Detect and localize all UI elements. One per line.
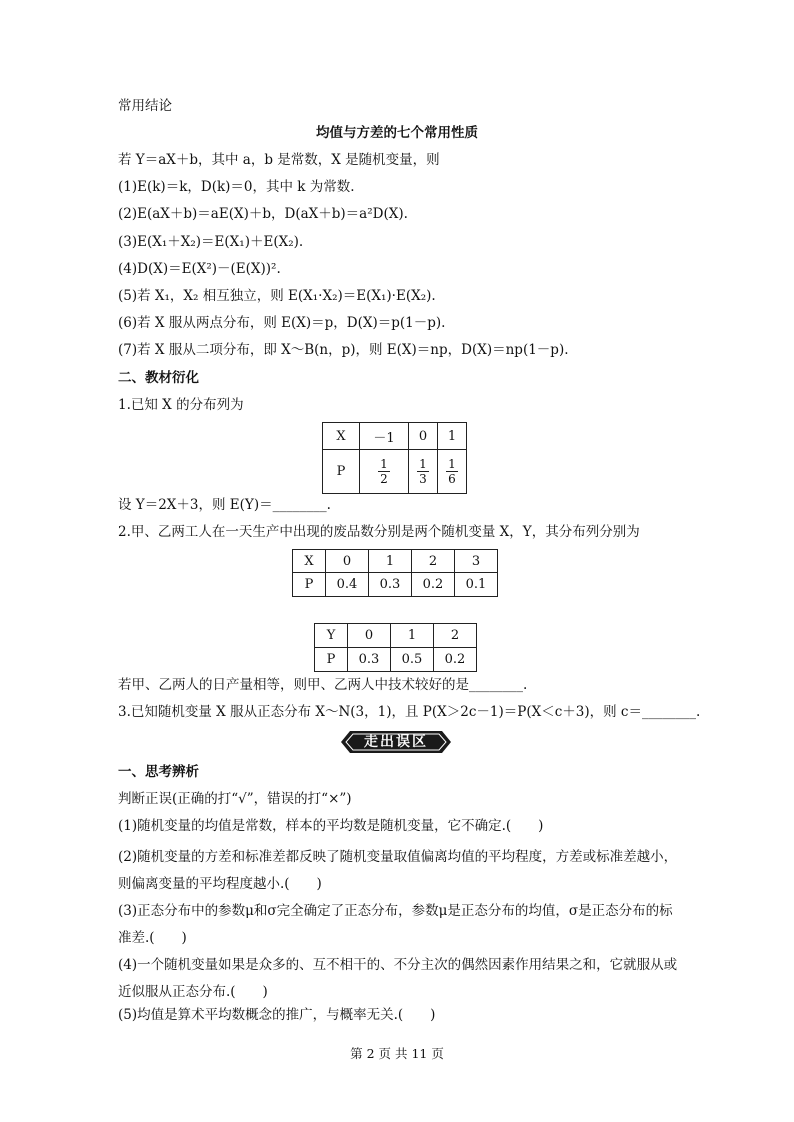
- judge-intro: 判断正误(正确的打“√”，错误的打“×”): [118, 791, 352, 807]
- property-4: (4)D(X)＝E(X²)－(E(X))².: [118, 261, 281, 277]
- table-cell: 0.2: [434, 648, 477, 672]
- intro-text: 若 Y＝aX＋b，其中 a，b 是常数，X 是随机变量，则: [118, 152, 440, 168]
- table-cell: 3: [455, 550, 498, 573]
- property-6: (6)若 X 服从两点分布，则 E(X)＝p，D(X)＝p(1－p).: [118, 315, 446, 331]
- table-cell: 2: [412, 550, 455, 573]
- table-cell: 0.3: [369, 573, 412, 597]
- section-label: 常用结论: [118, 98, 172, 114]
- table-cell: 0: [409, 423, 438, 450]
- property-5: (5)若 X₁，X₂ 相互独立，则 E(X₁·X₂)＝E(X₁)·E(X₂).: [118, 288, 436, 304]
- table-cell: －1: [360, 423, 409, 450]
- q2-ask: 若甲、乙两人的日产量相等，则甲、乙两人中技术较好的是________.: [118, 677, 528, 693]
- table-cell: [360, 450, 409, 494]
- table-cell: 1: [369, 550, 412, 573]
- table-cell: X: [323, 423, 360, 450]
- table-cell: 0: [348, 624, 391, 648]
- q2-stem: 2.甲、乙两工人在一天生产中出现的废品数分别是两个随机变量 X，Y，其分布列分别为: [118, 524, 640, 540]
- q1-stem: 1.已知 X 的分布列为: [118, 397, 244, 413]
- q1-ask: 设 Y＝2X＋3，则 E(Y)＝________.: [118, 497, 331, 513]
- property-1: (1)E(k)＝k，D(k)＝0，其中 k 为常数.: [118, 179, 355, 195]
- table-cell: 2: [434, 624, 477, 648]
- table-cell: [438, 450, 467, 494]
- fraction: $\frac{1}{2}$: [380, 457, 388, 486]
- table-cell: 0.2: [412, 573, 455, 597]
- table-cell: P: [323, 450, 360, 494]
- q1-distribution-table: [322, 422, 467, 494]
- section3-heading: 一、思考辨析: [118, 764, 199, 780]
- property-7: (7)若 X 服从二项分布，即 X～B(n，p)，则 E(X)＝np，D(X)＝np(1－p).: [118, 342, 569, 358]
- property-2: (2)E(aX＋b)＝aE(X)＋b，D(aX＋b)＝a²D(X).: [118, 206, 408, 222]
- judge-item-2: (2)随机变量的方差和标准差都反映了随机变量取值偏离均值的平均程度，方差或标准差越小，则偏离变量的平均程度越小.( ): [118, 849, 678, 892]
- property-3: (3)E(X₁＋X₂)＝E(X₁)＋E(X₂).: [118, 234, 304, 250]
- q2-table-y: [314, 623, 477, 672]
- judge-item-1: (1)随机变量的均值是常数，样本的平均数是随机变量，它不确定.( ): [118, 818, 544, 834]
- page-footer: 第 2 页 共 11 页: [350, 1046, 444, 1061]
- judge-item-5: (5)均值是算术平均数概念的推广，与概率无关.( ): [118, 1007, 436, 1023]
- banner-label: 走出误区: [364, 734, 428, 750]
- table-cell: 0.3: [348, 648, 391, 672]
- table-cell: 1: [438, 423, 467, 450]
- table-cell: 0.5: [391, 648, 434, 672]
- table-cell: 1: [391, 624, 434, 648]
- table-cell: [409, 450, 438, 494]
- section2-heading: 二、教材衍化: [118, 370, 199, 386]
- q3-text: 3.已知随机变量 X 服从正态分布 X～N(3，1)，且 P(X＞2c－1)＝P(X＜c＋3)，则 c＝________.: [118, 704, 701, 720]
- judge-item-3: (3)正态分布中的参数μ和σ完全确定了正态分布，参数μ是正态分布的均值，σ是正态分布的标准差.( ): [118, 903, 673, 946]
- page-title: 均值与方差的七个常用性质: [316, 125, 478, 141]
- table-cell: Y: [315, 624, 348, 648]
- fraction: $\frac{1}{6}$: [448, 457, 456, 486]
- table-cell: 0.1: [455, 573, 498, 597]
- fraction: $\frac{1}{3}$: [419, 457, 427, 486]
- table-cell: X: [293, 550, 326, 573]
- q2-table-x: [292, 549, 498, 597]
- section-banner: [340, 730, 452, 754]
- table-cell: P: [315, 648, 348, 672]
- table-cell: 0.4: [326, 573, 369, 597]
- table-cell: P: [293, 573, 326, 597]
- judge-item-4: (4)一个随机变量如果是众多的、互不相干的、不分主次的偶然因素作用结果之和，它就服从或近似服从正态分布.( ): [118, 957, 678, 1000]
- table-cell: 0: [326, 550, 369, 573]
